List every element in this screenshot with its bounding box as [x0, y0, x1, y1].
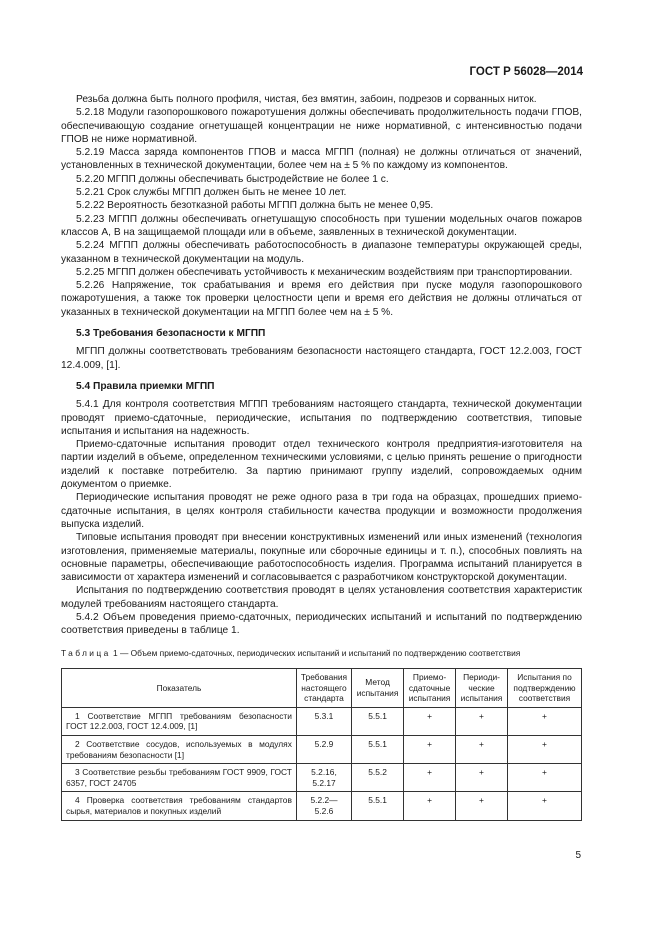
document-body	[61, 93, 582, 821]
paragraph: Испытания по подтверждению соответствия проводят в целях установления соответствия характеристик модулей требованиям настоящего стандарта.	[61, 585, 582, 610]
paragraph: 5.2.23 МГПП должны обеспечивать огнетушащую способность при тушении модельных очагов пожаров классов А, В на защищаемой площади или в объеме, заявленных в технической документации.	[61, 213, 582, 238]
table-row	[62, 736, 582, 764]
paragraph: 5.4.1 Для контроля соответствия МГПП требованиям настоящего стандарта, технической документации проводят приемо-сдаточные, периодические, испытания по подтверждению соответствия, типовые испытания и испытания на надежность.	[61, 399, 582, 437]
paragraph: 5.2.20 МГПП должны обеспечивать быстродействие не более 1 с.	[76, 173, 389, 185]
table-cell: +	[404, 707, 456, 735]
paragraph: 5.2.21 Срок службы МГПП должен быть не менее 10 лет.	[76, 187, 347, 199]
paragraph: 5.2.18 Модули газопорошкового пожаротушения должны обеспечивать продолжительность подачи ГПОВ, обеспечивающую создание огнетушащей концентрации не ниже нормативной, с интенсивностью подачи ГПОВ не ниже нормативной.	[61, 107, 582, 145]
paragraph: 5.2.24 МГПП должны обеспечивать работоспособность в диапазоне температуры окружающей среды, указанном в технической документации на модуль.	[61, 240, 582, 265]
table-cell: 5.3.1	[296, 707, 351, 735]
table-cell: 5.5.1	[352, 707, 404, 735]
paragraph: Типовые испытания проводят при внесении конструктивных изменений или иных изменений (технология изготовления, применяемые материалы, покупные или сборочные единицы и т. п.), способных повлиять на основные параметры, обеспечивающие работоспособность изделия. Программа испытаний планируется в зависимости от характера изменений и согласовывается с разработчиком конструкторской документации.	[61, 532, 582, 584]
header-periodic-tests: Периоди-ческие испытания	[456, 669, 508, 708]
table-cell: 1 Соответствие МГПП требованиям безопасности ГОСТ 12.2.003, ГОСТ 12.4.009, [1]	[62, 707, 297, 735]
table-cell: 5.5.2	[352, 764, 404, 792]
table-cell: +	[456, 792, 508, 820]
header-indicator: Показатель	[62, 669, 297, 708]
table-cell: 5.5.1	[352, 792, 404, 820]
paragraph: 5.2.22 Вероятность безотказной работы МГПП должна быть не менее 0,95.	[76, 200, 434, 212]
document-id: ГОСТ Р 56028—2014	[469, 66, 583, 78]
table-caption-label: Таблица	[61, 647, 111, 658]
paragraph: 5.2.25 МГПП должен обеспечивать устойчивость к механическим воздействиям при транспортировании.	[76, 266, 573, 278]
paragraph: Резьба должна быть полного профиля, чистая, без вмятин, забоин, подрезов и сорванных ниток.	[76, 94, 537, 105]
table-cell: +	[404, 736, 456, 764]
table-cell: +	[456, 707, 508, 735]
paragraph: МГПП должны соответствовать требованиям безопасности настоящего стандарта, ГОСТ 12.2.003, ГОСТ 12.4.009, [1].	[61, 346, 582, 371]
table-cell: 5.2.16, 5.2.17	[296, 764, 351, 792]
table-caption	[61, 648, 582, 660]
table-cell: +	[507, 736, 581, 764]
table-cell: 2 Соответствие сосудов, используемых в модулях требованиям безопасности [1]	[62, 736, 297, 764]
header-conformity-tests: Испытания по подтверждению соответствия	[507, 669, 581, 708]
table-cell: +	[404, 764, 456, 792]
paragraph: Приемо-сдаточные испытания проводит отдел технического контроля предприятия-изготовителя на партии изделий в объеме, определенном техническими условиями, с целью принять решение о пригодности изделий к поставке потребителю. За партию принимают группу изделий, сопровождаемых одним документом о приемке.	[61, 439, 582, 491]
header-test-method: Метод испытания	[352, 669, 404, 708]
table-cell: +	[507, 707, 581, 735]
table-cell: 5.5.1	[352, 736, 404, 764]
table-row	[62, 764, 582, 792]
table-header-row	[62, 669, 582, 708]
table-cell: +	[456, 764, 508, 792]
table-cell: +	[507, 764, 581, 792]
table-cell: +	[456, 736, 508, 764]
header-requirements: Требования настоящего стандарта	[296, 669, 351, 708]
page-number: 5	[575, 850, 581, 861]
table-row	[62, 792, 582, 820]
table-cell: 5.2.2— 5.2.6	[296, 792, 351, 820]
section-heading-5-4: 5.4 Правила приемки МГПП	[76, 380, 215, 392]
table-cell: +	[404, 792, 456, 820]
table-cell: 4 Проверка соответствия требованиям стандартов сырья, материалов и покупных изделий	[62, 792, 297, 820]
paragraph: 5.2.19 Масса заряда компонентов ГПОВ и масса МГПП (полная) не должны отличаться от значений, установленных в технической документации, более чем на ± 5 % по каждому из компонентов.	[61, 147, 582, 172]
section-heading-5-3: 5.3 Требования безопасности к МГПП	[76, 328, 266, 340]
header-acceptance-tests: Приемо-сдаточные испытания	[404, 669, 456, 708]
paragraph: 5.2.26 Напряжение, ток срабатывания и время его действия при пуске модуля газопорошкового пожаротушения, а также ток проверки целостности цепи и время его действия не должны отличаться от указанных в технической документации на МГПП более чем на ± 5 %.	[61, 280, 582, 318]
table-caption-text: 1 — Объем приемо-сдаточных, периодических испытаний и испытаний по подтверждению соответствия	[112, 647, 521, 658]
paragraph: 5.4.2 Объем проведения приемо-сдаточных, периодических испытаний и испытаний по подтверждению соответствия приведены в таблице 1.	[61, 611, 582, 637]
table-cell: +	[507, 792, 581, 820]
table-row	[62, 707, 582, 735]
test-scope-table	[61, 668, 582, 821]
table-cell: 5.2.9	[296, 736, 351, 764]
paragraph: Периодические испытания проводят не реже одного раза в три года на образцах, прошедших приемо-сдаточные испытания, в целях контроля стабильности качества продукции и возможности продолжения выпуска изделий.	[61, 492, 582, 530]
table-cell: 3 Соответствие резьбы требованиям ГОСТ 9909, ГОСТ 6357, ГОСТ 24705	[62, 764, 297, 792]
